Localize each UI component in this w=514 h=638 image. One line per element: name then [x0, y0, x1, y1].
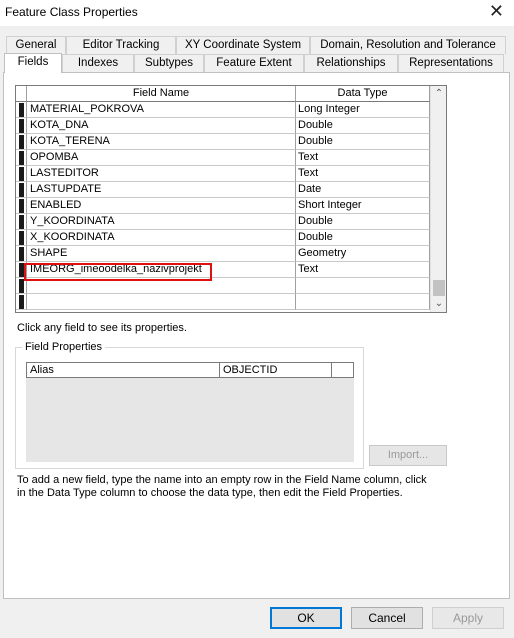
import-button[interactable]: Import...: [369, 445, 447, 466]
property-name: Alias: [27, 363, 220, 377]
field-name-cell[interactable]: MATERIAL_POKROVA: [27, 102, 296, 118]
instructions-text: To add a new field, type the name into an empty row in the Field Name column, click in the Data Type column to choose the data type, then edit the Field Properties.: [17, 474, 427, 499]
tab-editor-tracking[interactable]: [66, 36, 176, 54]
row-selector[interactable]: [16, 134, 27, 150]
data-type-cell[interactable]: Short Integer: [296, 198, 430, 214]
tab-label: Relationships: [316, 57, 386, 69]
row-selector[interactable]: [16, 102, 27, 118]
property-value[interactable]: OBJECTID: [220, 363, 332, 377]
tab-feature-extent[interactable]: [204, 54, 304, 72]
tab-label: Editor Tracking: [82, 39, 160, 51]
title-bar: [0, 0, 514, 26]
field-name-cell[interactable]: [27, 294, 296, 310]
data-type-cell[interactable]: Double: [296, 134, 430, 150]
cancel-button[interactable]: Cancel: [351, 607, 423, 629]
table-row[interactable]: [16, 150, 430, 166]
data-type-cell[interactable]: [296, 294, 430, 310]
property-row-alias[interactable]: [26, 362, 354, 378]
tab-label: Feature Extent: [216, 57, 292, 69]
data-type-cell[interactable]: Text: [296, 262, 430, 278]
field-name-cell[interactable]: X_KOORDINATA: [27, 230, 296, 246]
row-selector[interactable]: [16, 246, 27, 262]
table-row[interactable]: [16, 230, 430, 246]
field-name-cell[interactable]: KOTA_DNA: [27, 118, 296, 134]
tab-domain-resolution-tolerance[interactable]: [310, 36, 506, 54]
tab-subtypes[interactable]: [134, 54, 204, 72]
field-name-cell[interactable]: IMEORG_imeoodelka_nazivprojekt: [27, 262, 296, 278]
data-type-cell[interactable]: Text: [296, 150, 430, 166]
close-icon[interactable]: ✕: [488, 1, 504, 21]
data-type-cell[interactable]: Double: [296, 214, 430, 230]
data-type-cell[interactable]: Geometry: [296, 246, 430, 262]
scroll-up-icon[interactable]: ⌃: [434, 88, 444, 99]
data-type-cell[interactable]: Double: [296, 230, 430, 246]
scroll-thumb[interactable]: [433, 280, 445, 296]
tab-indexes[interactable]: [62, 54, 134, 72]
row-selector[interactable]: [16, 182, 27, 198]
row-selector[interactable]: [16, 118, 27, 134]
row-selector[interactable]: [16, 214, 27, 230]
row-selector[interactable]: [16, 230, 27, 246]
table-row[interactable]: [16, 134, 430, 150]
field-properties-grid[interactable]: [26, 362, 354, 462]
row-selector[interactable]: [16, 198, 27, 214]
table-row[interactable]: [16, 294, 430, 310]
field-name-cell[interactable]: LASTEDITOR: [27, 166, 296, 182]
field-properties-legend: Field Properties: [25, 341, 103, 353]
field-name-cell[interactable]: SHAPE: [27, 246, 296, 262]
tab-label: Representations: [409, 57, 493, 69]
table-row[interactable]: [16, 246, 430, 262]
table-row[interactable]: [16, 166, 430, 182]
table-row[interactable]: [16, 198, 430, 214]
field-name-cell[interactable]: OPOMBA: [27, 150, 296, 166]
tab-general[interactable]: [6, 36, 66, 54]
row-selector[interactable]: [16, 150, 27, 166]
table-row[interactable]: [16, 214, 430, 230]
tab-label: General: [15, 39, 57, 51]
row-selector[interactable]: [16, 166, 27, 182]
grid-header: [16, 86, 430, 102]
tab-label: XY Coordinate System: [184, 39, 302, 51]
window-title: Feature Class Properties: [5, 5, 138, 19]
data-type-cell[interactable]: Double: [296, 118, 430, 134]
tab-fields[interactable]: [4, 53, 62, 73]
table-row[interactable]: [16, 118, 430, 134]
column-header-data-type[interactable]: Data Type: [296, 86, 430, 102]
apply-button[interactable]: Apply: [432, 607, 504, 629]
grid-vertical-scrollbar[interactable]: [430, 86, 446, 312]
header-selector: [16, 86, 27, 102]
field-name-cell[interactable]: LASTUPDATE: [27, 182, 296, 198]
hint-text: Click any field to see its properties.: [17, 322, 187, 334]
data-type-cell[interactable]: Text: [296, 166, 430, 182]
field-name-cell[interactable]: Y_KOORDINATA: [27, 214, 296, 230]
field-name-cell[interactable]: KOTA_TERENA: [27, 134, 296, 150]
tab-label: Subtypes: [145, 57, 193, 69]
data-type-cell[interactable]: Long Integer: [296, 102, 430, 118]
tab-relationships[interactable]: [304, 54, 398, 72]
column-header-field-name[interactable]: Field Name: [27, 86, 296, 102]
table-row[interactable]: [16, 102, 430, 118]
tab-label: Fields: [17, 56, 49, 68]
tab-representations[interactable]: [398, 54, 504, 72]
table-row[interactable]: [16, 182, 430, 198]
row-selector[interactable]: [16, 294, 27, 310]
tab-label: Domain, Resolution and Tolerance: [320, 39, 496, 51]
ok-button[interactable]: OK: [270, 607, 342, 629]
field-name-cell[interactable]: ENABLED: [27, 198, 296, 214]
data-type-cell[interactable]: [296, 278, 430, 294]
tab-label: Indexes: [77, 57, 119, 69]
tab-xy-coordinate-system[interactable]: [176, 36, 310, 54]
data-type-cell[interactable]: Date: [296, 182, 430, 198]
highlight-box: [24, 263, 212, 281]
scroll-down-icon[interactable]: ⌄: [434, 298, 444, 309]
